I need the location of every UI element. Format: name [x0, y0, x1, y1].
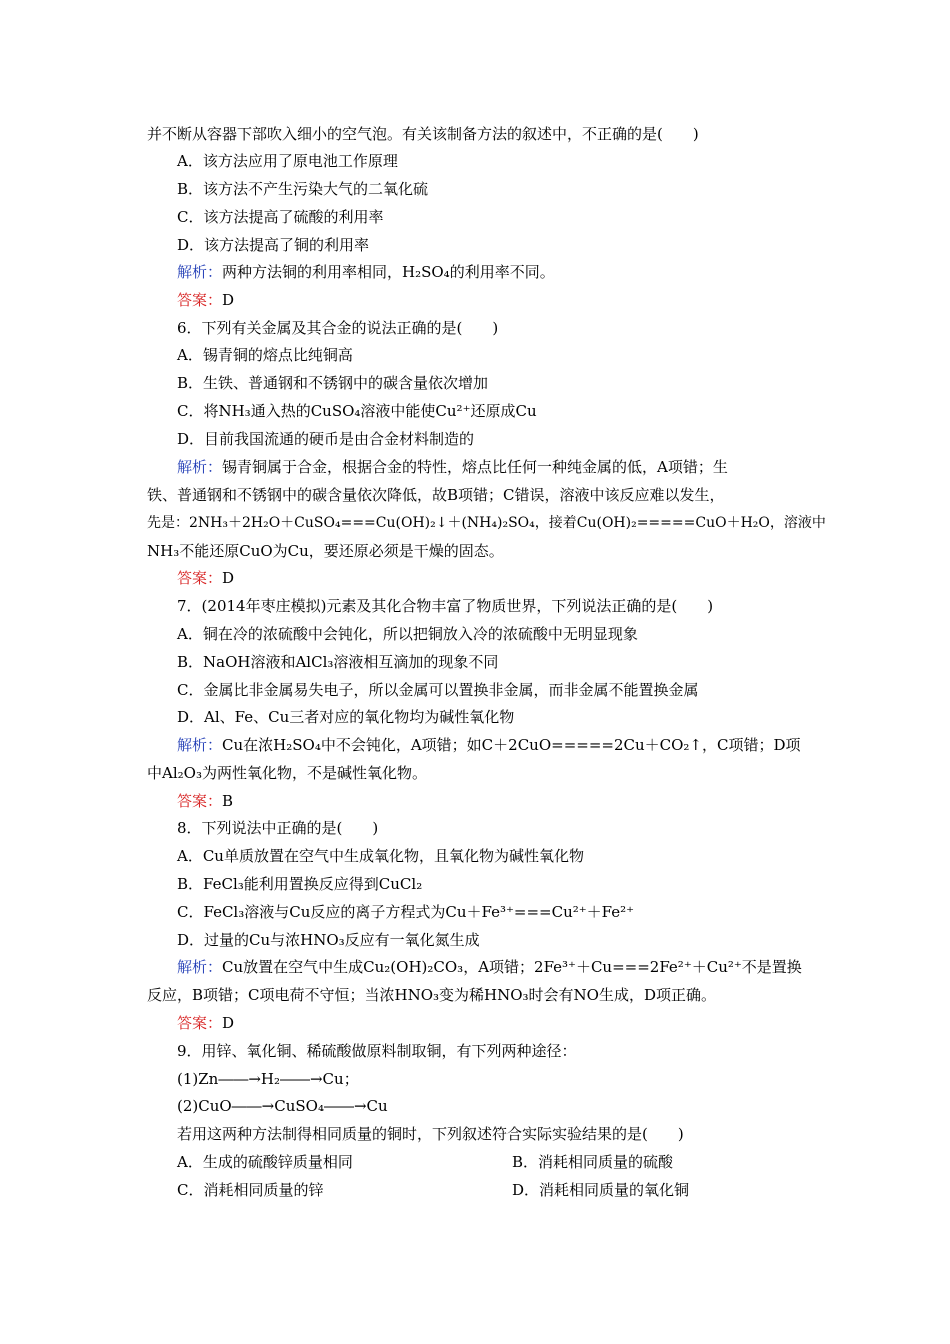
answer-text: D	[222, 1014, 235, 1032]
option-a: A．锡青铜的熔点比纯铜高	[177, 346, 353, 364]
option-a: A．该方法应用了原电池工作原理	[177, 152, 398, 170]
option-b: B．FeCl₃能利用置换反应得到CuCl₂	[177, 875, 423, 893]
analysis-text: 两种方法铜的利用率相同，H₂SO₄的利用率不同。	[222, 263, 555, 281]
analysis-label: 解析：	[177, 958, 223, 976]
answer-label: 答案：	[177, 291, 223, 309]
answer-label: 答案：	[177, 1014, 223, 1032]
question-9: 9．用锌、氧化铜、稀硫酸做原料制取铜，有下列两种途径：	[177, 1042, 577, 1060]
analysis-text: 锡青铜属于合金，根据合金的特性，熔点比任何一种纯金属的低，A项错；生	[222, 458, 728, 476]
option-d: D．过量的Cu与浓HNO₃反应有一氧化氮生成	[177, 931, 480, 949]
answer-text: D	[222, 291, 235, 309]
option-c: C．消耗相同质量的锌	[177, 1181, 324, 1199]
route-1: (1)Zn――→H₂――→Cu；	[177, 1070, 359, 1088]
question-9-stem: 若用这两种方法制得相同质量的铜时，下列叙述符合实际实验结果的是( )	[177, 1125, 684, 1143]
analysis-continued: 先是：2NH₃＋2H₂O＋CuSO₄===Cu(OH)₂↓＋(NH₄)₂SO₄，接着Cu(OH)₂=====CuO＋H₂O，溶液中	[147, 515, 826, 531]
answer-label: 答案：	[177, 569, 223, 587]
option-a: A．铜在冷的浓硫酸中会钝化，所以把铜放入冷的浓硫酸中无明显现象	[177, 625, 638, 643]
question-6: 6．下列有关金属及其合金的说法正确的是( )	[177, 319, 499, 337]
option-b: B．生铁、普通钢和不锈钢中的碳含量依次增加	[177, 374, 489, 392]
analysis-label: 解析：	[177, 736, 223, 754]
answer-line	[177, 568, 234, 588]
answer-text: D	[222, 569, 235, 587]
option-b: B．消耗相同质量的硫酸	[512, 1153, 674, 1171]
analysis-text: Cu放置在空气中生成Cu₂(OH)₂CO₃，A项错；2Fe³⁺＋Cu===2Fe²⁺＋Cu²⁺不是置换	[222, 958, 802, 976]
answer-line	[177, 791, 233, 811]
option-c: C．金属比非金属易失电子，所以金属可以置换非金属，而非金属不能置换金属	[177, 681, 699, 699]
analysis-line	[177, 457, 728, 477]
question-7: 7．(2014年枣庄模拟)元素及其化合物丰富了物质世界，下列说法正确的是( )	[177, 597, 714, 615]
analysis-continued: 中Al₂O₃为两性氧化物，不是碱性氧化物。	[147, 764, 427, 782]
route-2: (2)CuO――→CuSO₄――→Cu	[177, 1097, 388, 1115]
answer-line	[177, 290, 234, 310]
option-a: A．Cu单质放置在空气中生成氧化物，且氧化物为碱性氧化物	[177, 847, 584, 865]
answer-text: B	[222, 792, 234, 810]
text-line: 并不断从容器下部吹入细小的空气泡。有关该制备方法的叙述中，不正确的是( )	[147, 125, 699, 143]
answer-label: 答案：	[177, 792, 223, 810]
analysis-line	[177, 957, 802, 977]
answer-line	[177, 1013, 234, 1033]
analysis-line	[177, 262, 555, 282]
option-d: D．目前我国流通的硬币是由合金材料制造的	[177, 430, 475, 448]
option-b: B．该方法不产生污染大气的二氧化硫	[177, 180, 429, 198]
analysis-label: 解析：	[177, 263, 223, 281]
analysis-line	[177, 735, 801, 755]
analysis-label: 解析：	[177, 458, 223, 476]
analysis-text: Cu在浓H₂SO₄中不会钝化，A项错；如C＋2CuO=====2Cu＋CO₂↑，C项错；D项	[222, 736, 801, 754]
option-c: C．该方法提高了硫酸的利用率	[177, 208, 384, 226]
question-8: 8．下列说法中正确的是( )	[177, 819, 379, 837]
option-d: D．消耗相同质量的氧化铜	[512, 1181, 690, 1199]
analysis-continued: 铁、普通钢和不锈钢中的碳含量依次降低，故B项错；C错误，溶液中该反应难以发生，	[147, 486, 725, 504]
option-a: A．生成的硫酸锌质量相同	[177, 1153, 353, 1171]
option-c: C．将NH₃通入热的CuSO₄溶液中能使Cu²⁺还原成Cu	[177, 402, 537, 420]
option-b: B．NaOH溶液和AlCl₃溶液相互滴加的现象不同	[177, 653, 499, 671]
option-c: C．FeCl₃溶液与Cu反应的离子方程式为Cu＋Fe³⁺===Cu²⁺＋Fe²⁺	[177, 903, 635, 921]
analysis-continued: 反应，B项错；C项电荷不守恒；当浓HNO₃变为稀HNO₃时会有NO生成，D项正确。	[147, 986, 716, 1004]
option-d: D．Al、Fe、Cu三者对应的氧化物均为碱性氧化物	[177, 708, 515, 726]
option-d: D．该方法提高了铜的利用率	[177, 236, 370, 254]
analysis-continued: NH₃不能还原CuO为Cu，要还原必须是干燥的固态。	[147, 542, 504, 560]
